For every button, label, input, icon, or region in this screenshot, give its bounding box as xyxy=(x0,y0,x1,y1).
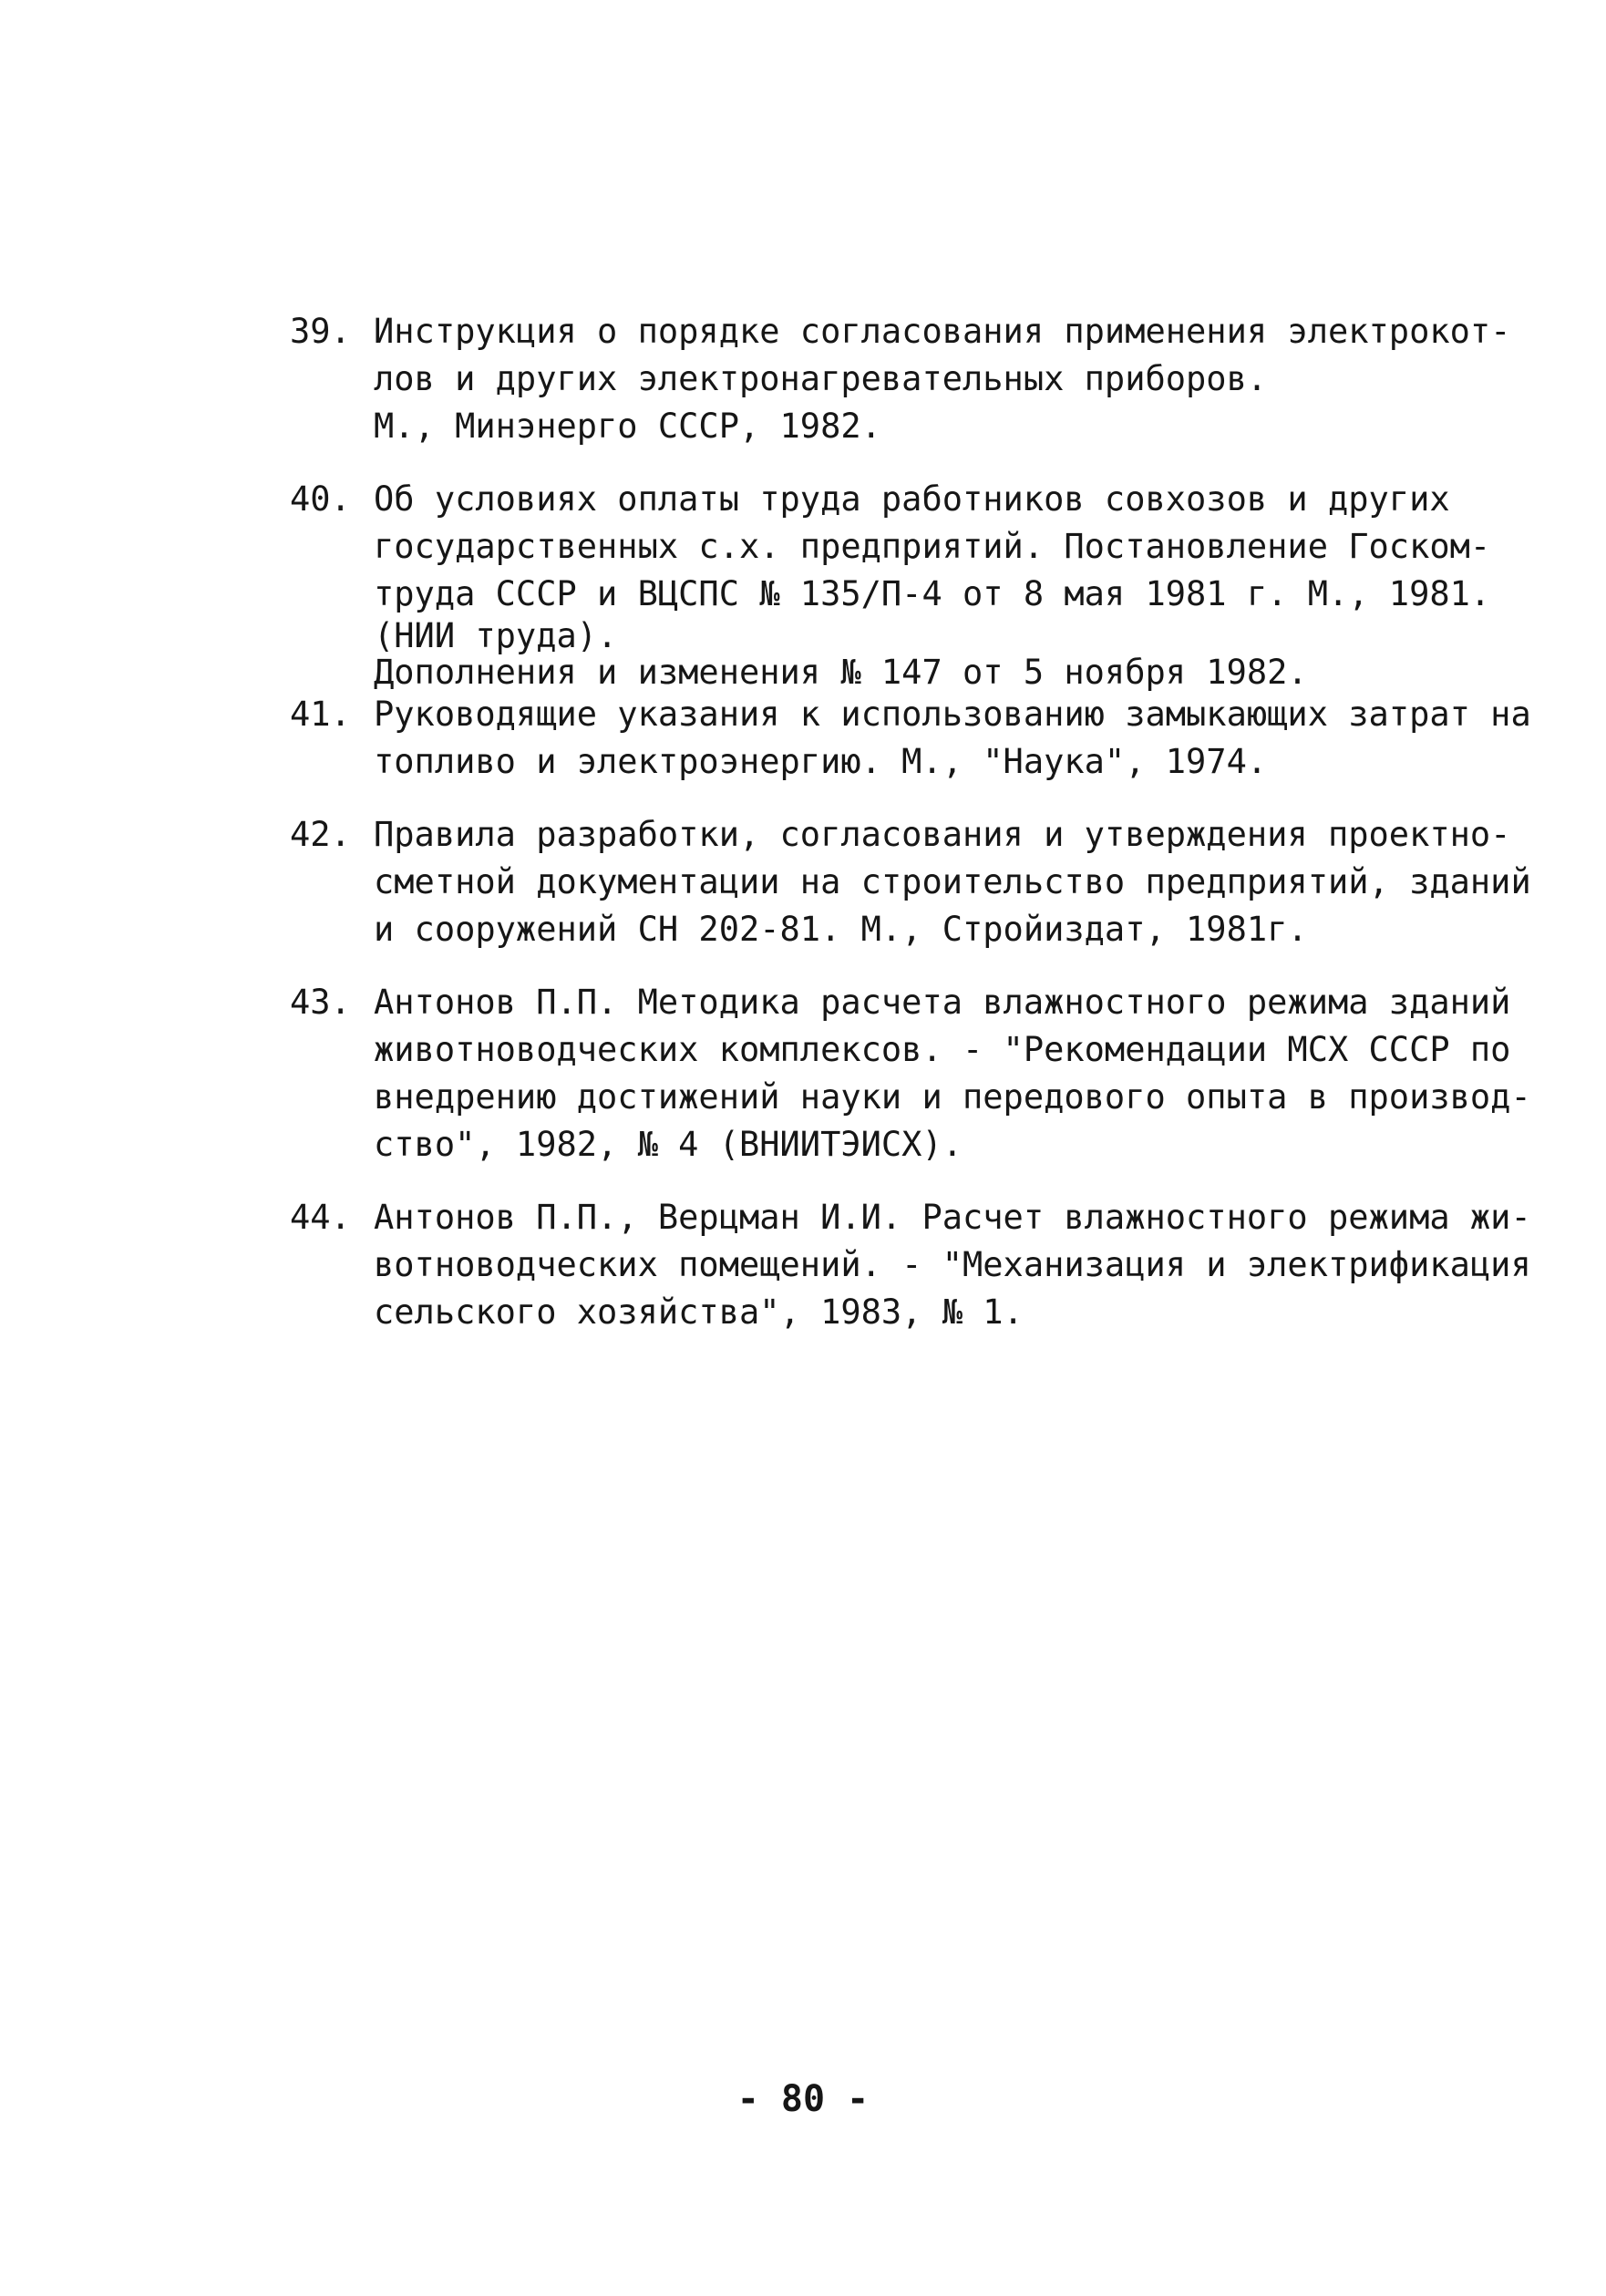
reference-line: Руководящие указания к использованию замыкающих затрат на xyxy=(374,695,1531,734)
reference-line: лов и других электронагревательных приборов. xyxy=(374,359,1268,398)
reference-line: (НИИ труда). xyxy=(374,616,618,655)
reference-text xyxy=(374,979,1531,1169)
reference-number: 40. xyxy=(290,479,351,519)
reference-line: труда СССР и ВЦСПС № 135/П-4 от 8 мая 1981 г. М., 1981. xyxy=(374,574,1491,613)
reference-line: сельского хозяйства", 1983, № 1. xyxy=(374,1292,1024,1332)
page-number: - 80 - xyxy=(736,2078,870,2120)
reference-number: 39. xyxy=(290,312,351,351)
reference-line: Дополнения и изменения № 147 от 5 ноября 1982. xyxy=(374,653,1308,692)
reference-item-40 xyxy=(290,476,1502,691)
reference-line: топливо и электроэнергию. М., "Наука", 1974. xyxy=(374,742,1268,781)
reference-text xyxy=(374,308,1510,450)
reference-item-44 xyxy=(290,1194,1531,1336)
reference-number: 41. xyxy=(290,695,351,734)
reference-line: животноводческих комплексов. - "Рекомендации МСХ СССР по xyxy=(374,1030,1511,1069)
reference-line: внедрению достижений науки и передового опыта в производ- xyxy=(374,1077,1531,1117)
reference-line: Антонов П.П., Верцман И.И. Расчет влажностного режима жи- xyxy=(374,1198,1531,1237)
reference-number: 42. xyxy=(290,815,351,854)
reference-line: Антонов П.П. Методика расчета влажностного режима зданий xyxy=(374,983,1511,1022)
reference-text xyxy=(374,1194,1531,1336)
reference-line: сметной документации на строительство предприятий, зданий xyxy=(374,862,1531,901)
reference-line: и сооружений СН 202-81. М., Стройиздат, 1981г. xyxy=(374,910,1308,949)
reference-item-39 xyxy=(290,308,1511,450)
reference-text xyxy=(374,476,1502,691)
reference-line: М., Минэнерго СССР, 1982. xyxy=(374,407,881,446)
reference-line: ство", 1982, № 4 (ВНИИТЭИСХ). xyxy=(374,1125,963,1164)
reference-item-41 xyxy=(290,691,1531,786)
reference-line: государственных с.х. предприятий. Постановление Госком- xyxy=(374,527,1491,566)
reference-line: Об условиях оплаты труда работников совхозов и других xyxy=(374,479,1450,519)
reference-line: Инструкция о порядке согласования применения электрокот- xyxy=(374,312,1511,351)
reference-line: Правила разработки, согласования и утверждения проектно- xyxy=(374,815,1511,854)
reference-number: 44. xyxy=(290,1198,351,1237)
reference-item-43 xyxy=(290,979,1531,1169)
reference-text xyxy=(374,811,1531,953)
reference-number: 43. xyxy=(290,983,351,1022)
reference-line: вотноводческих помещений. - "Механизация и электрификация xyxy=(374,1245,1531,1284)
reference-item-42 xyxy=(290,811,1531,953)
reference-text xyxy=(374,691,1531,786)
reference-list xyxy=(290,308,1531,1362)
